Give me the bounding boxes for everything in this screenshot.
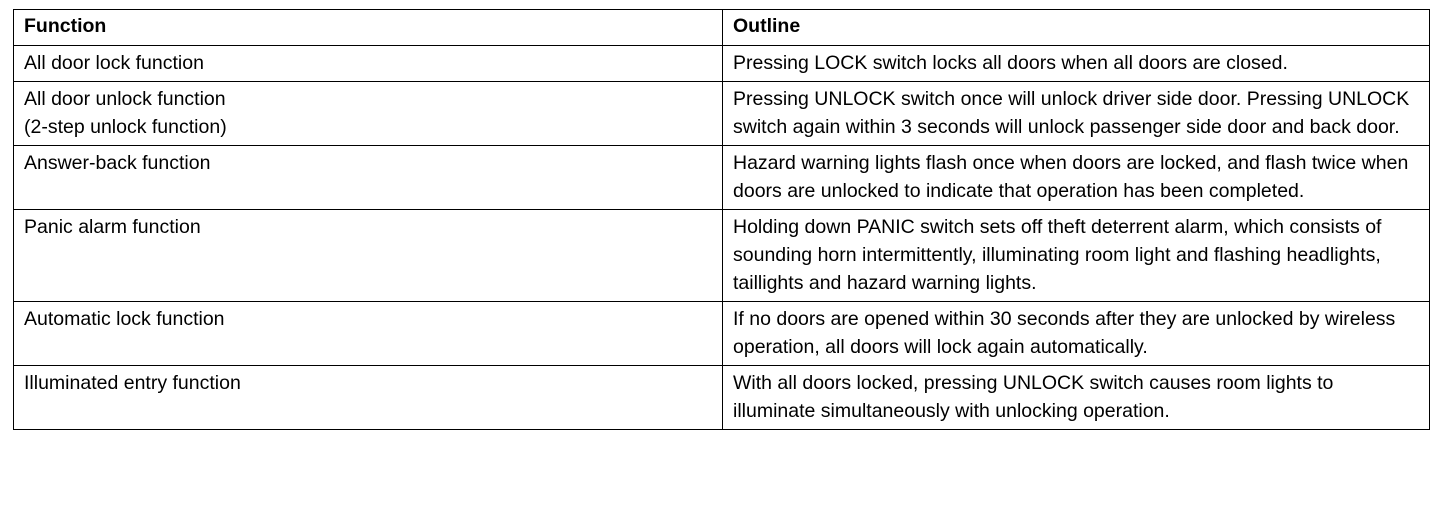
outline-cell: Holding down PANIC switch sets off theft deterrent alarm, which consists of sounding horn intermittently, illuminating room light and flashing headlights, taillights and hazard warning lights. — [723, 210, 1430, 302]
table-row — [14, 146, 1430, 210]
function-cell: Automatic lock function — [14, 302, 723, 366]
table-row — [14, 366, 1430, 430]
outline-cell: With all doors locked, pressing UNLOCK switch causes room lights to illuminate simultaneously with unlocking operation. — [723, 366, 1430, 430]
function-cell: All door unlock function (2-step unlock function) — [14, 82, 723, 146]
function-cell: All door lock function — [14, 46, 723, 82]
table-row — [14, 46, 1430, 82]
function-cell: Illuminated entry function — [14, 366, 723, 430]
column-header-outline: Outline — [723, 10, 1430, 46]
function-cell: Answer-back function — [14, 146, 723, 210]
table-row — [14, 82, 1430, 146]
outline-cell: Pressing UNLOCK switch once will unlock driver side door. Pressing UNLOCK switch again within 3 seconds will unlock passenger side door and back door. — [723, 82, 1430, 146]
column-header-function: Function — [14, 10, 723, 46]
outline-cell: Hazard warning lights flash once when doors are locked, and flash twice when doors are unlocked to indicate that operation has been completed. — [723, 146, 1430, 210]
table-header-row — [14, 10, 1430, 46]
table-row — [14, 302, 1430, 366]
function-outline-table — [13, 9, 1430, 430]
outline-cell: Pressing LOCK switch locks all doors when all doors are closed. — [723, 46, 1430, 82]
function-cell: Panic alarm function — [14, 210, 723, 302]
table-row — [14, 210, 1430, 302]
outline-cell: If no doors are opened within 30 seconds after they are unlocked by wireless operation, all doors will lock again automatically. — [723, 302, 1430, 366]
